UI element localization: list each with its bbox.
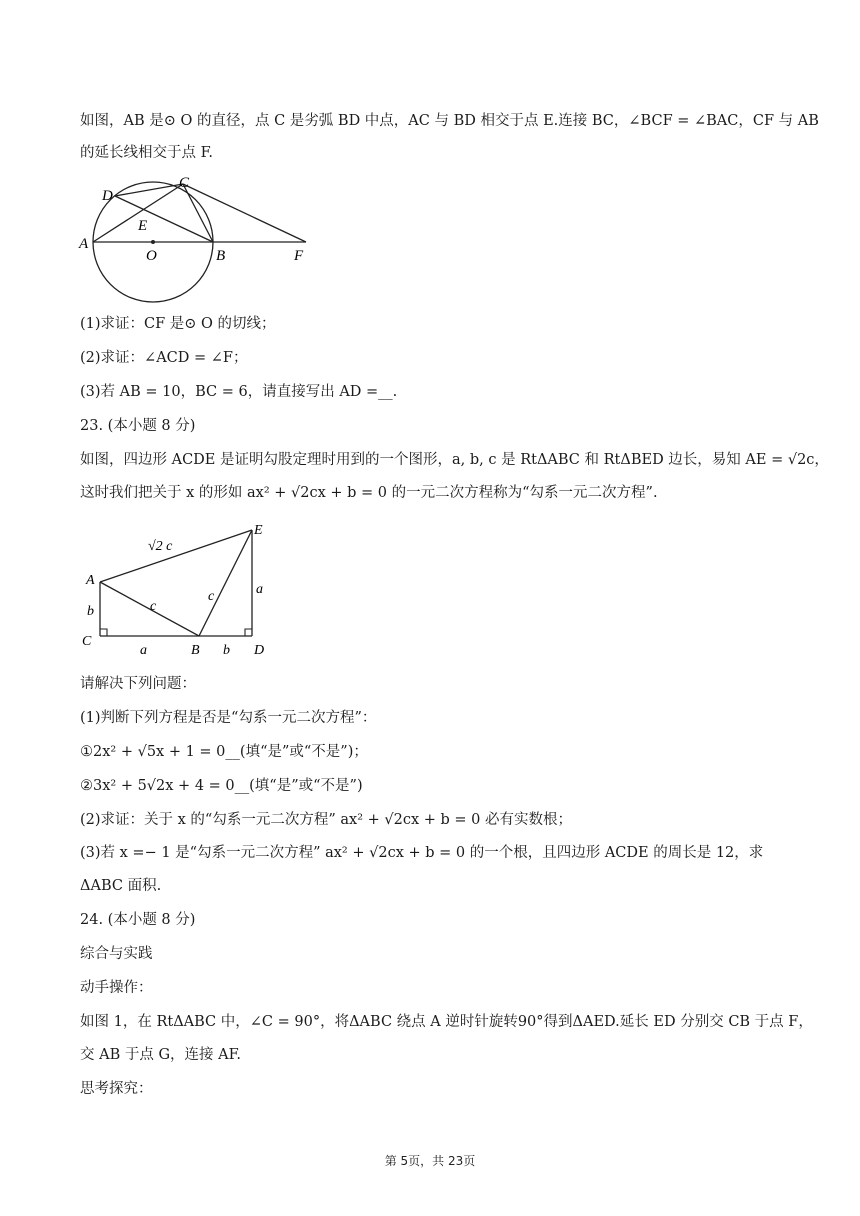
q24-heading: 24. (本小题 8 分)	[80, 912, 196, 928]
label-o: O	[146, 248, 157, 264]
label-d: D	[254, 643, 265, 658]
label-a-right: a	[256, 582, 263, 597]
label-c: C	[179, 175, 190, 191]
label-root2c: √2 c	[148, 539, 173, 554]
q22-intro-line2: 的延长线相交于点 F.	[80, 145, 214, 161]
label-f: F	[294, 248, 304, 264]
q22-intro-line1: 如图，AB 是⊙ O 的直径，点 C 是劣弧 BD 中点，AC 与 BD 相交于点 E.连接 BC，∠BCF = ∠BAC，CF 与 AB	[80, 113, 819, 129]
q22-part3: (3)若 AB = 10，BC = 6，请直接写出 AD =__.	[80, 384, 398, 400]
q22-part1: (1)求证：CF 是⊙ O 的切线；	[80, 316, 276, 332]
q24-section: 思考探究：	[80, 1081, 153, 1097]
q24-intro-line2: 交 AB 于点 G，连接 AF.	[80, 1047, 242, 1063]
label-a-bottom: a	[140, 643, 147, 658]
q24-title: 综合与实践	[80, 946, 153, 962]
q23-part1-item1: ①2x² + √5x + 1 = 0__(填“是”或“不是”)；	[80, 744, 368, 760]
circle-figure	[78, 172, 318, 304]
q23-part3-line2: ΔABC 面积.	[80, 878, 162, 894]
q23-intro-line1: 如图，四边形 ACDE 是证明勾股定理时用到的一个图形，a, b, c 是 RtΔABC 和 RtΔBED 边长，易知 AE = √2c，	[80, 452, 829, 468]
q24-intro-line1: 如图 1，在 RtΔABC 中，∠C = 90°，将ΔABC 绕点 A 逆时针旋转90°得到ΔAED.延长 ED 分别交 CB 于点 F，	[80, 1014, 813, 1030]
q22-part2: (2)求证：∠ACD = ∠F；	[80, 350, 248, 366]
label-e: E	[254, 523, 263, 538]
pythagoras-figure	[78, 518, 278, 660]
q23-part1: (1)判断下列方程是否是“勾系一元二次方程”：	[80, 710, 377, 726]
q23-part1-item2: ②3x² + 5√2x + 4 = 0__(填“是”或“不是”)	[80, 778, 363, 794]
q23-part2: (2)求证：关于 x 的“勾系一元二次方程” ax² + √2cx + b = 0 必有实数根；	[80, 812, 572, 828]
label-c-be: c	[208, 589, 215, 604]
label-c-ab: c	[150, 599, 157, 614]
q23-part3-line1: (3)若 x =− 1 是“勾系一元二次方程” ax² + √2cx + b = 0 的一个根，且四边形 ACDE 的周长是 12，求	[80, 845, 764, 861]
q23-intro-line2: 这时我们把关于 x 的形如 ax² + √2cx + b = 0 的一元二次方程称为“勾系一元二次方程”.	[80, 485, 658, 501]
page-footer: 第 5页，共 23页	[384, 1154, 476, 1168]
q23-prompt: 请解决下列问题：	[80, 676, 196, 692]
q23-heading: 23. (本小题 8 分)	[80, 418, 196, 434]
label-e: E	[138, 218, 148, 234]
label-b: B	[191, 643, 200, 658]
label-b-bottom: b	[223, 643, 230, 658]
label-a: A	[79, 236, 89, 252]
label-c: C	[82, 634, 92, 649]
label-b: B	[216, 248, 226, 264]
q24-subtitle: 动手操作：	[80, 980, 153, 996]
label-a: A	[86, 573, 95, 588]
label-b-left: b	[87, 604, 94, 619]
label-d: D	[102, 188, 113, 204]
